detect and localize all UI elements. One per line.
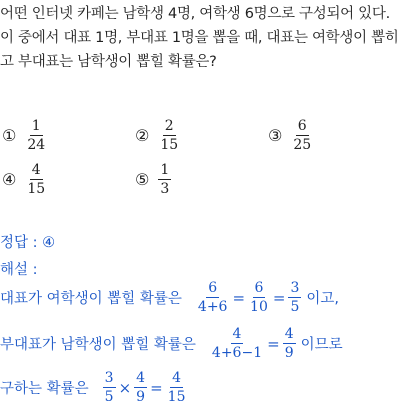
explanation-line-1-fraction-3: $\frac{3}{5}$ (290, 280, 300, 316)
choice-2[interactable] (135, 118, 182, 153)
explanation-line-3-fraction-3: $\frac{4}{15}$ (167, 370, 186, 405)
explanation-line-1-fraction-2: $\frac{6}{10}$ (250, 280, 268, 316)
choice-5[interactable] (135, 162, 173, 197)
question-line-2: 이 중에서 대표 1명, 부대표 1명을 뽑을 때, 대표는 여학생이 뽑히 (0, 30, 399, 46)
explanation-line-1 (0, 280, 339, 315)
explanation-line-2-fraction-2: $\frac{4}{9}$ (284, 326, 294, 362)
explanation-line-3 (0, 370, 189, 405)
answer-label: 정답 : ④ (0, 235, 56, 251)
equals-sign: = (232, 288, 246, 307)
choice-1[interactable] (2, 118, 49, 153)
choice-1-fraction: $\frac{1}{24}$ (27, 118, 46, 154)
explanation-line-2-tail: 이므로 (300, 337, 343, 354)
choice-5-label: ⑤ (135, 170, 150, 190)
question-text (0, 2, 400, 74)
choice-4-label: ④ (2, 170, 17, 190)
choice-2-fraction: $\frac{2}{15}$ (160, 118, 179, 154)
equals-sign: = (272, 288, 286, 307)
question-line-3: 고 부대표는 남학생이 뽑힐 확률은? (0, 54, 217, 70)
explanation-line-3-fraction-2: $\frac{4}{9}$ (136, 370, 146, 405)
choice-5-fraction: $\frac{1}{3}$ (160, 162, 170, 198)
explanation-line-3-fraction-1: $\frac{3}{5}$ (104, 370, 114, 405)
explanation-label: 해설 : (0, 262, 38, 278)
explanation-line-2 (0, 326, 343, 361)
choice-4[interactable] (2, 162, 49, 197)
explanation-line-1-tail: 이고, (306, 291, 339, 308)
choice-4-fraction: $\frac{4}{15}$ (27, 162, 46, 198)
choice-1-label: ① (2, 126, 17, 146)
choice-3-fraction: $\frac{6}{25}$ (293, 118, 312, 154)
times-sign: × (118, 378, 132, 397)
explanation-line-2-fraction-1: $\frac{4}{4+6-1}$ (211, 326, 263, 362)
explanation-line-3-text: 구하는 확률은 (0, 381, 89, 398)
explanation-line-1-fraction-1: $\frac{6}{4+6}$ (197, 280, 228, 316)
explanation-line-1-text: 대표가 여학생이 뽑힐 확률은 (0, 291, 182, 308)
equals-sign: = (267, 334, 280, 353)
equals-sign: = (150, 378, 163, 397)
choice-3-label: ③ (268, 126, 283, 146)
choice-3[interactable] (268, 118, 315, 153)
question-line-1: 어떤 인터넷 카페는 남학생 4명, 여학생 6명으로 구성되어 있다. (0, 6, 390, 22)
explanation-line-2-text: 부대표가 남학생이 뽑힐 확률은 (0, 337, 196, 354)
choice-2-label: ② (135, 126, 150, 146)
